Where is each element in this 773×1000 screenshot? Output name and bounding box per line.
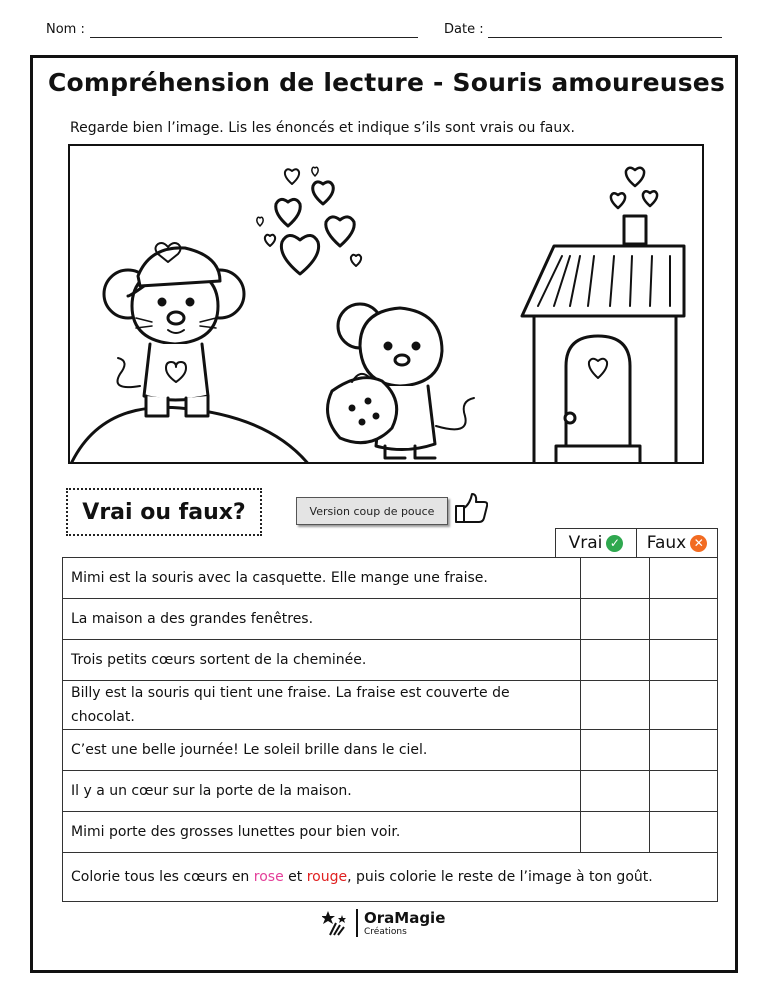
table-row [63, 558, 718, 599]
instructions: Regarde bien l’image. Lis les énoncés et indique s’ils sont vrais ou faux. [70, 120, 575, 136]
vrai-checkbox-6[interactable] [581, 771, 649, 812]
vrai-checkbox-3[interactable] [581, 640, 649, 681]
vrai-checkbox-2[interactable] [581, 599, 649, 640]
coloring-part3: , puis colorie le reste de l’image à ton goût. [347, 869, 653, 885]
table-row [63, 853, 718, 902]
illustration [68, 144, 704, 464]
faux-checkbox-1[interactable] [649, 558, 717, 599]
house [522, 216, 684, 464]
mouse-with-cap [104, 243, 244, 416]
statements-table [62, 557, 718, 902]
page-title: Compréhension de lecture - Souris amoureuses [47, 68, 726, 97]
statement-7: Mimi porte des grosses lunettes pour bien voir. [63, 812, 581, 853]
date-field[interactable] [488, 37, 722, 38]
help-version-button[interactable] [296, 497, 448, 525]
statement-3: Trois petits cœurs sortent de la cheminée. [63, 640, 581, 681]
logo-subtitle: Créations [364, 927, 407, 937]
column-faux-label: Faux [646, 533, 687, 553]
table-row [63, 812, 718, 853]
statement-4: Billy est la souris qui tient une fraise. La fraise est couverte de chocolat. [63, 681, 581, 730]
faux-checkbox-2[interactable] [649, 599, 717, 640]
faux-checkbox-4[interactable] [649, 681, 717, 730]
statement-5: C’est une belle journée! Le soleil brille dans le ciel. [63, 730, 581, 771]
thumbs-up-icon [452, 490, 488, 526]
coloring-part1: Colorie tous les cœurs en [71, 869, 254, 885]
stars-icon [322, 909, 350, 937]
faux-checkbox-5[interactable] [649, 730, 717, 771]
table-row [63, 771, 718, 812]
faux-checkbox-3[interactable] [649, 640, 717, 681]
chimney-hearts [611, 168, 657, 208]
section-title-box [66, 488, 262, 536]
vrai-checkbox-4[interactable] [581, 681, 649, 730]
vrai-checkbox-7[interactable] [581, 812, 649, 853]
column-vrai-header [555, 528, 637, 558]
faux-checkbox-7[interactable] [649, 812, 717, 853]
table-row [63, 681, 718, 730]
check-circle-icon: ✓ [606, 535, 623, 552]
nom-field[interactable] [90, 37, 418, 38]
vrai-checkbox-5[interactable] [581, 730, 649, 771]
column-faux-header [636, 528, 718, 558]
logo-name: OraMagie [364, 909, 446, 927]
x-circle-icon: ✕ [690, 535, 707, 552]
table-row [63, 730, 718, 771]
faux-checkbox-6[interactable] [649, 771, 717, 812]
brand-logo [322, 909, 445, 937]
color-word-rouge: rouge [306, 869, 348, 885]
section-title: Vrai ou faux? [82, 499, 246, 525]
coloring-part2: et [283, 869, 307, 885]
column-vrai-label: Vrai [568, 533, 603, 553]
table-row [63, 640, 718, 681]
color-word-rose: rose [253, 869, 284, 885]
mouse-with-strawberry [328, 304, 475, 458]
statement-1: Mimi est la souris avec la casquette. Elle mange une fraise. [63, 558, 581, 599]
statement-2: La maison a des grandes fenêtres. [63, 599, 581, 640]
hearts-cluster [257, 167, 361, 274]
help-version-label: Version coup de pouce [309, 504, 435, 518]
date-label: Date : [444, 22, 484, 37]
statement-6: Il y a un cœur sur la porte de la maison. [63, 771, 581, 812]
nom-label: Nom : [46, 22, 85, 37]
table-row [63, 599, 718, 640]
coloring-instruction [63, 853, 718, 902]
vrai-checkbox-1[interactable] [581, 558, 649, 599]
